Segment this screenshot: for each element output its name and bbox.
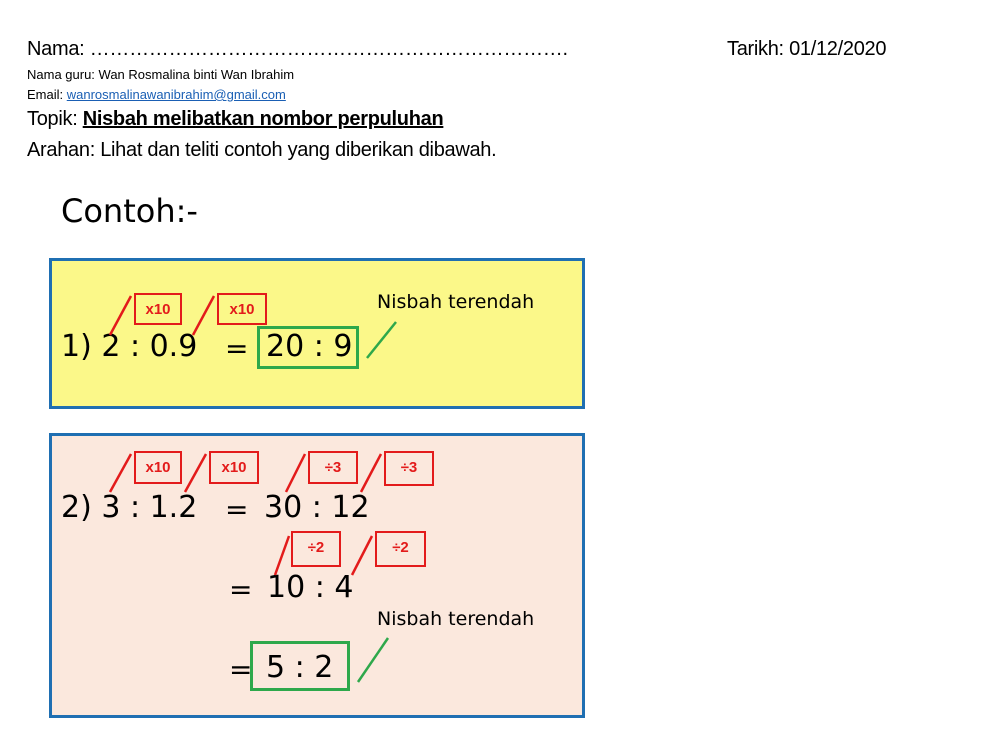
multiplier-box-b: x10 (209, 451, 259, 484)
green-pointer (367, 322, 396, 358)
red-slash (185, 454, 206, 492)
ratio-question-2: 2) 3 : 1.2 (61, 490, 198, 525)
equals-sign: = (229, 653, 253, 686)
equals-sign: = (229, 573, 253, 606)
answer-ratio-2: 5 : 2 (266, 650, 334, 685)
red-slash (361, 454, 381, 492)
topik-label: Topik: (27, 108, 83, 130)
red-slash (110, 454, 131, 492)
nama-field: Nama: ………………………………………………………………. (27, 38, 568, 60)
note-lowest-ratio-1: Nisbah terendah (377, 291, 535, 313)
tarikh-date: Tarikh: 01/12/2020 (727, 38, 887, 60)
red-slash (110, 296, 131, 335)
email-label: Email: (27, 87, 67, 102)
red-slash (352, 536, 372, 575)
contoh-title: Contoh:- (61, 192, 198, 230)
topik-title: Nisbah melibatkan nombor perpuluhan (82, 108, 444, 130)
divide-box-a: ÷3 (308, 451, 358, 484)
answer-ratio-1: 20 : 9 (266, 329, 353, 364)
divide-box-b: ÷3 (384, 451, 434, 486)
red-slash (275, 536, 289, 575)
arahan-instruction: Arahan: Lihat dan teliti contoh yang diberikan dibawah. (27, 139, 497, 161)
email-link[interactable]: wanrosmalinawanibrahim@gmail.com (66, 87, 286, 102)
multiplier-box-a: x10 (134, 451, 182, 484)
guru-name: Nama guru: Wan Rosmalina binti Wan Ibrahim (27, 67, 295, 82)
divide-box-b: ÷2 (375, 531, 426, 567)
multiplier-box-b: x10 (217, 293, 267, 325)
green-pointer (358, 638, 388, 682)
step-ratio-1: 30 : 12 (264, 490, 370, 525)
ratio-question-1: 1) 2 : 0.9 (61, 329, 198, 364)
red-slash (286, 454, 305, 492)
divide-box-a: ÷2 (291, 531, 341, 567)
equals-sign: = (225, 332, 249, 365)
note-lowest-ratio-2: Nisbah terendah (377, 608, 535, 630)
multiplier-box-a: x10 (134, 293, 182, 325)
equals-sign: = (225, 493, 249, 526)
red-slash (193, 296, 214, 335)
step-ratio-2: 10 : 4 (267, 570, 354, 605)
